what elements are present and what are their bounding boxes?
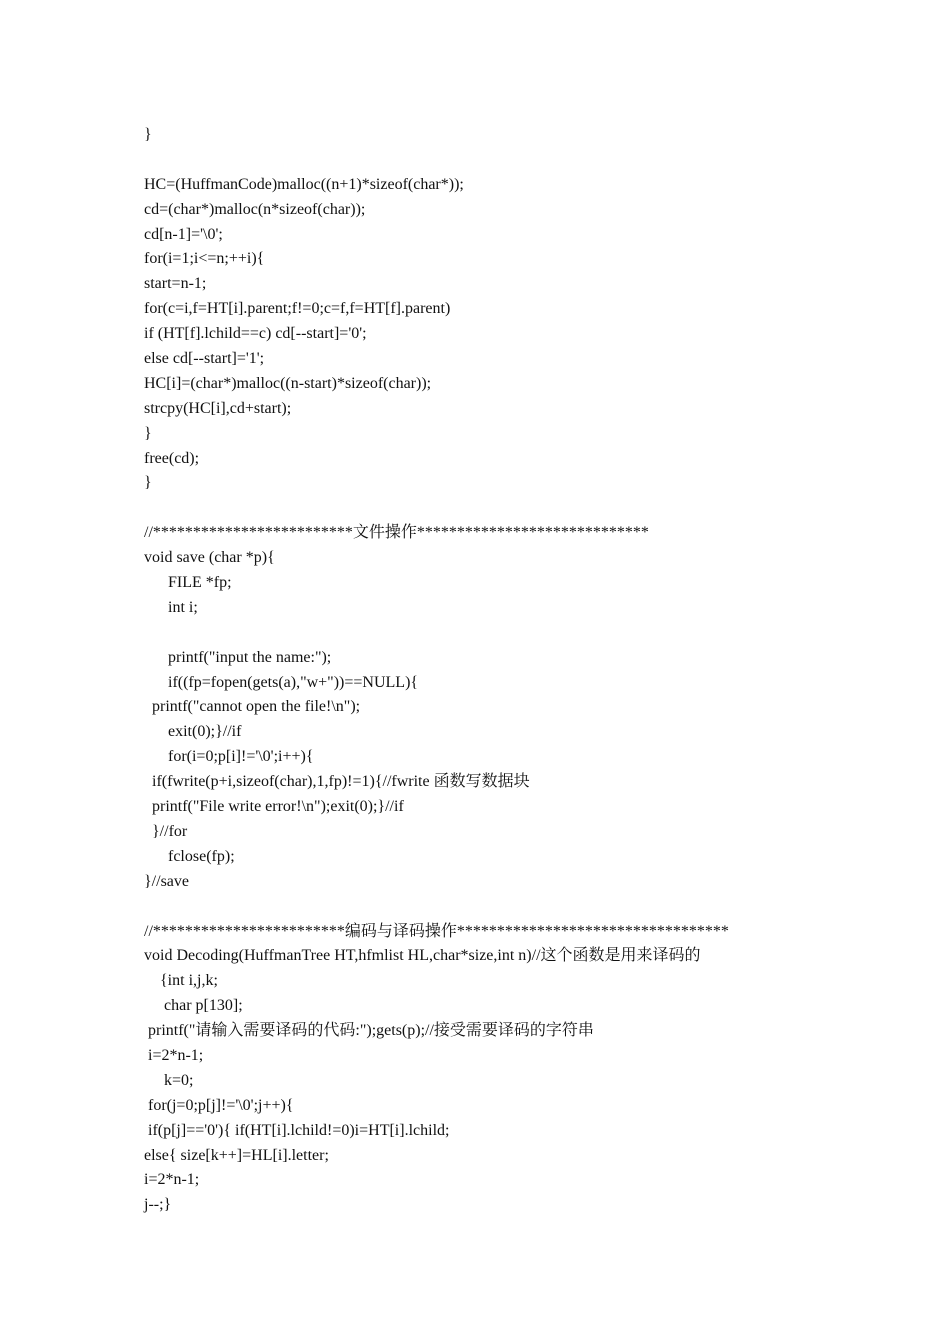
code-line: exit(0);}//if bbox=[144, 723, 242, 741]
code-line: cd=(char*)malloc(n*sizeof(char)); bbox=[144, 200, 366, 218]
code-line: if(fwrite(p+i,sizeof(char),1,fp)!=1){//fwrite 函数写数据块 bbox=[144, 773, 530, 791]
code-line: if (HT[f].lchild==c) cd[--start]='0'; bbox=[144, 325, 367, 343]
code-line: if(p[j]=='0'){ if(HT[i].lchild!=0)i=HT[i].lchild; bbox=[144, 1121, 450, 1139]
code-line: } bbox=[144, 126, 152, 143]
code-line: fclose(fp); bbox=[144, 847, 235, 865]
code-line: for(c=i,f=HT[i].parent;f!=0;c=f,f=HT[f].parent) bbox=[144, 300, 451, 318]
code-line: char p[130]; bbox=[144, 997, 243, 1015]
code-line: }//for bbox=[144, 822, 188, 840]
code-line: if((fp=fopen(gets(a),"w+"))==NULL){ bbox=[144, 673, 419, 691]
code-line: i=2*n-1; bbox=[144, 1046, 204, 1064]
blank-line bbox=[144, 895, 904, 920]
code-line: else cd[--start]='1'; bbox=[144, 350, 265, 368]
code-line: //************************编码与译码操作********************************** bbox=[144, 922, 729, 940]
code-line: } bbox=[144, 474, 152, 492]
code-line: start=n-1; bbox=[144, 275, 207, 293]
code-line: for(j=0;p[j]!='\0';j++){ bbox=[144, 1096, 294, 1114]
code-line: void save (char *p){ bbox=[144, 549, 275, 567]
code-line: HC[i]=(char*)malloc((n-start)*sizeof(char)); bbox=[144, 374, 432, 392]
code-line: //*************************文件操作***************************** bbox=[144, 524, 649, 542]
code-line: printf("File write error!\n");exit(0);}//if bbox=[144, 798, 404, 816]
blank-line bbox=[144, 496, 904, 521]
code-block bbox=[144, 123, 904, 1218]
code-line: strcpy(HC[i],cd+start); bbox=[144, 399, 292, 417]
code-line: printf("input the name:"); bbox=[144, 648, 332, 666]
code-line: } bbox=[144, 424, 152, 442]
code-line: i=2*n-1; bbox=[144, 1171, 200, 1189]
code-line: FILE *fp; bbox=[144, 574, 232, 592]
code-line: void Decoding(HuffmanTree HT,hfmlist HL,char*size,int n)//这个函数是用来译码的 bbox=[144, 947, 701, 965]
code-line: printf("cannot open the file!\n"); bbox=[144, 698, 361, 716]
code-line: for(i=1;i<=n;++i){ bbox=[144, 250, 265, 268]
code-line: else{ size[k++]=HL[i].letter; bbox=[144, 1146, 329, 1164]
blank-line bbox=[144, 621, 904, 646]
blank-line bbox=[144, 148, 904, 173]
code-line: j--;} bbox=[144, 1196, 172, 1214]
code-line: free(cd); bbox=[144, 449, 200, 467]
code-line: k=0; bbox=[144, 1071, 194, 1089]
code-line: cd[n-1]='\0'; bbox=[144, 225, 223, 243]
code-line: printf("请输入需要译码的代码:");gets(p);//接受需要译码的字符串 bbox=[144, 1022, 594, 1040]
code-line: for(i=0;p[i]!='\0';i++){ bbox=[144, 748, 314, 766]
code-line: }//save bbox=[144, 872, 189, 890]
code-line: int i; bbox=[144, 598, 198, 616]
code-line: HC=(HuffmanCode)malloc((n+1)*sizeof(char*)); bbox=[144, 175, 464, 193]
code-line: {int i,j,k; bbox=[144, 972, 218, 990]
